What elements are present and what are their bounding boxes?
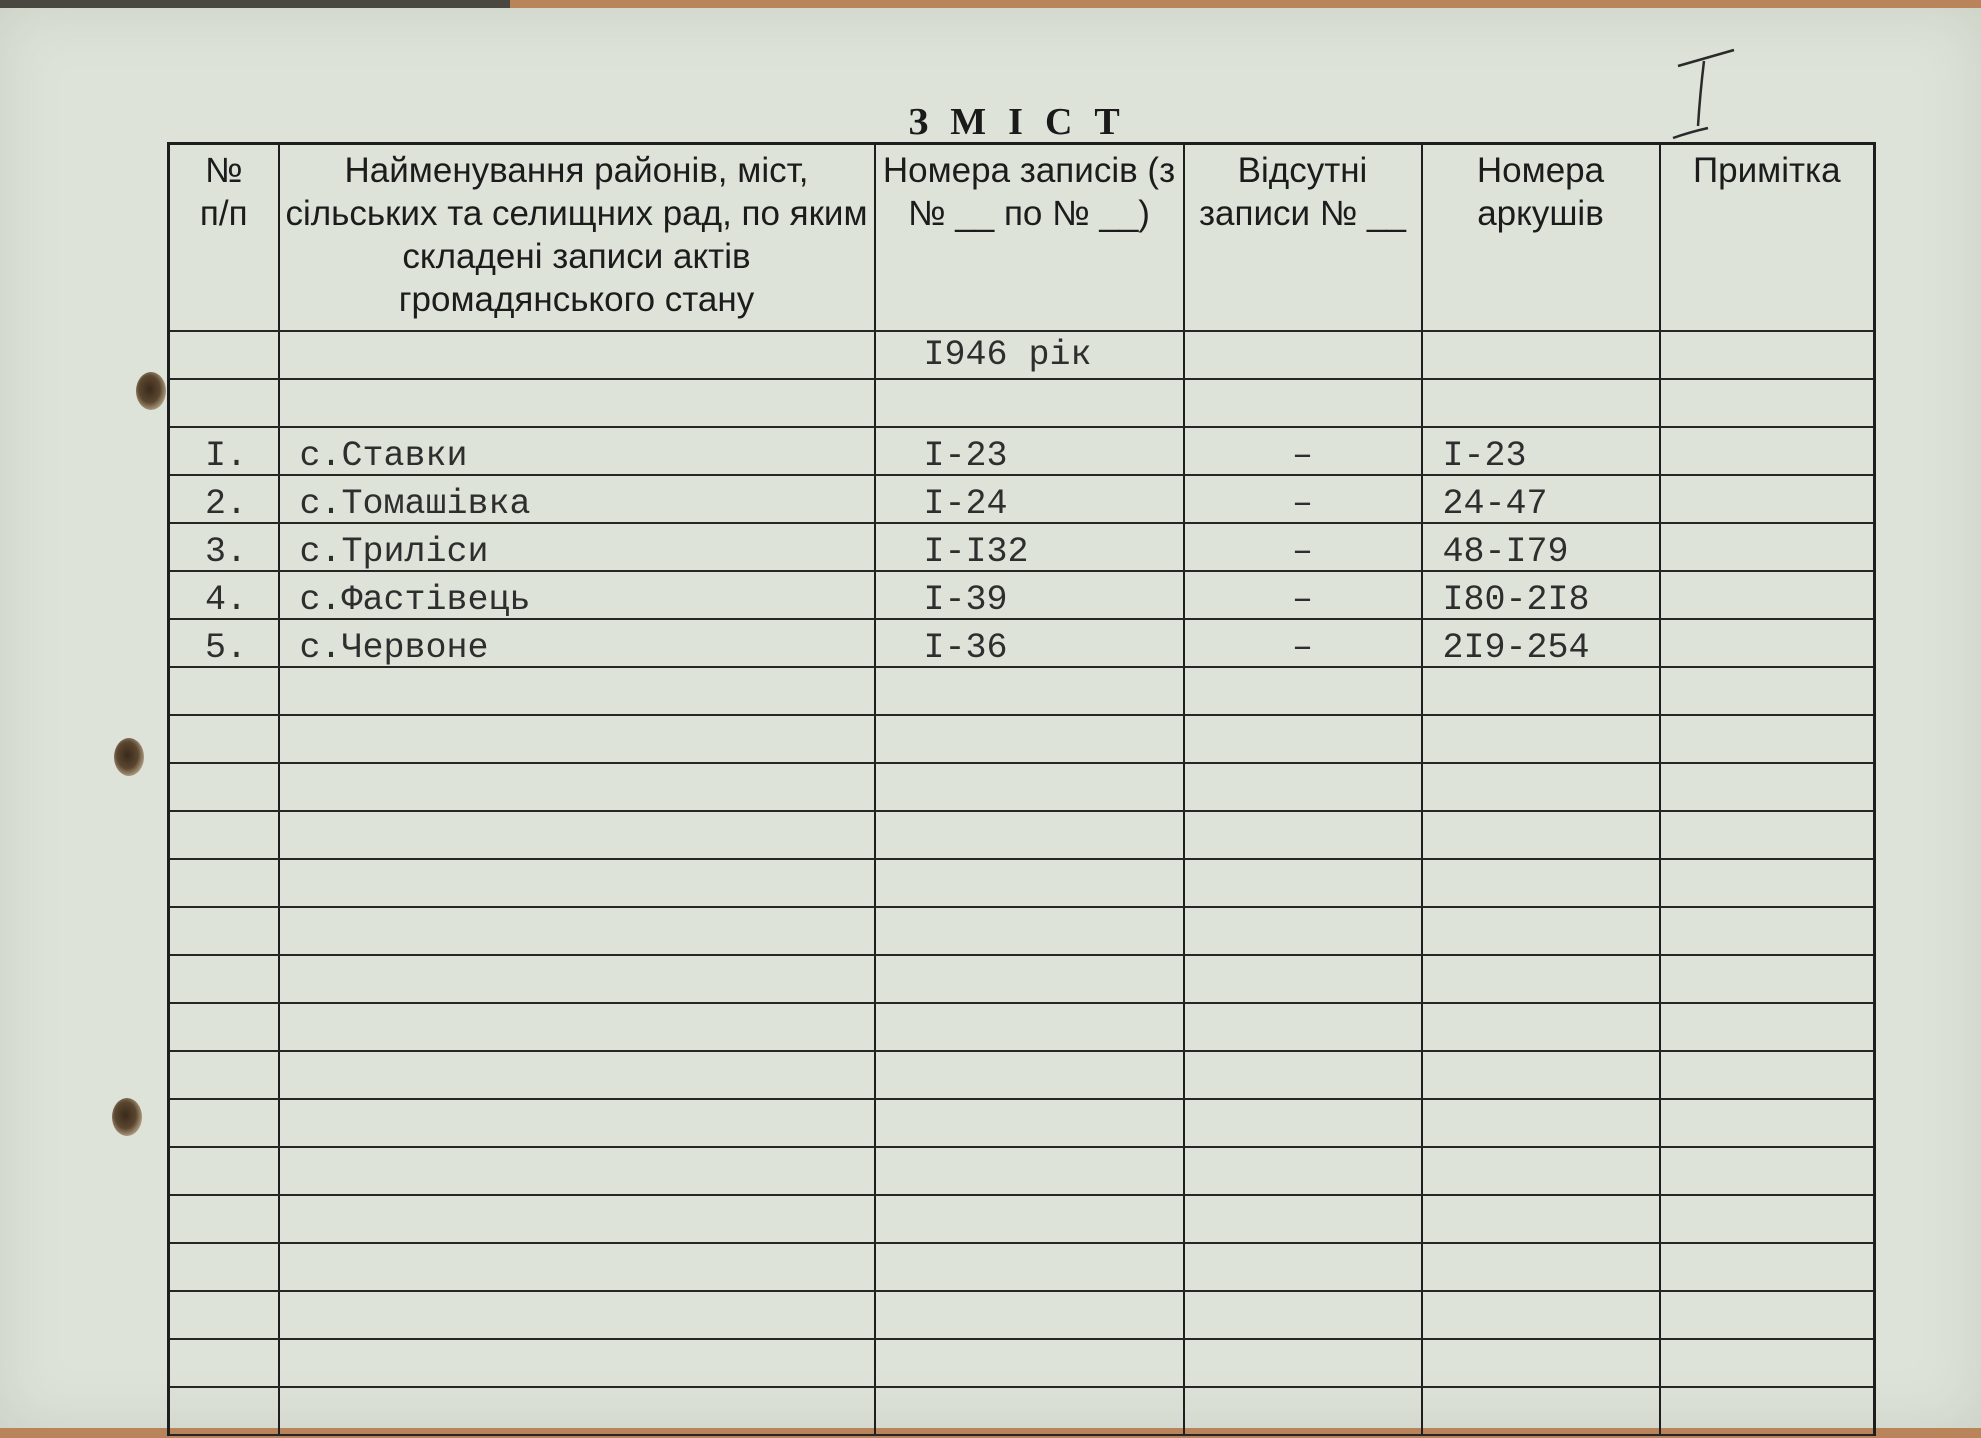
row-number: 2. bbox=[169, 475, 279, 523]
empty-row bbox=[169, 1195, 1875, 1243]
document-title: ЗМІСТ bbox=[908, 101, 1142, 143]
empty-row bbox=[169, 907, 1875, 955]
record-numbers: I-39 bbox=[875, 571, 1184, 619]
record-numbers: I-36 bbox=[875, 619, 1184, 667]
council-name: с.Томашівка bbox=[279, 475, 875, 523]
sheet-numbers: 48-I79 bbox=[1422, 523, 1660, 571]
punch-hole bbox=[114, 738, 144, 776]
header-sheet-numbers: Номера аркушів bbox=[1422, 144, 1660, 331]
row-number: 5. bbox=[169, 619, 279, 667]
punch-hole bbox=[136, 372, 166, 410]
header-record-numbers: Номера записів (з № __ по № __) bbox=[875, 144, 1184, 331]
table-row bbox=[169, 619, 1875, 667]
empty-row bbox=[169, 1099, 1875, 1147]
sheet-numbers: I80-2I8 bbox=[1422, 571, 1660, 619]
missing-records: – bbox=[1184, 475, 1422, 523]
punch-hole bbox=[112, 1098, 142, 1136]
empty-row bbox=[169, 1339, 1875, 1387]
header-missing-records: Відсутні записи № __ bbox=[1184, 144, 1422, 331]
sheet-numbers: 24-47 bbox=[1422, 475, 1660, 523]
record-numbers: I-24 bbox=[875, 475, 1184, 523]
table-row bbox=[169, 427, 1875, 475]
table-row bbox=[169, 475, 1875, 523]
empty-row bbox=[169, 1243, 1875, 1291]
empty-row bbox=[169, 1291, 1875, 1339]
note bbox=[1660, 571, 1875, 619]
council-name: с.Фастівець bbox=[279, 571, 875, 619]
empty-row bbox=[169, 811, 1875, 859]
empty-row bbox=[169, 715, 1875, 763]
table-row bbox=[169, 523, 1875, 571]
row-number: 4. bbox=[169, 571, 279, 619]
note bbox=[1660, 523, 1875, 571]
year-row bbox=[169, 331, 1875, 379]
council-name: с.Триліси bbox=[279, 523, 875, 571]
empty-row bbox=[169, 763, 1875, 811]
sheet-numbers: 2I9-254 bbox=[1422, 619, 1660, 667]
council-name: с.Червоне bbox=[279, 619, 875, 667]
empty-row bbox=[169, 1147, 1875, 1195]
missing-records: – bbox=[1184, 427, 1422, 475]
empty-row bbox=[169, 1051, 1875, 1099]
empty-row bbox=[169, 379, 1875, 427]
table-row bbox=[169, 571, 1875, 619]
header-note: Примітка bbox=[1660, 144, 1875, 331]
header-row bbox=[169, 144, 1875, 331]
note bbox=[1660, 619, 1875, 667]
row-number: 3. bbox=[169, 523, 279, 571]
sheet-numbers: I-23 bbox=[1422, 427, 1660, 475]
missing-records: – bbox=[1184, 619, 1422, 667]
year-label: I946 рік bbox=[875, 331, 1184, 379]
missing-records: – bbox=[1184, 523, 1422, 571]
empty-row bbox=[169, 955, 1875, 1003]
note bbox=[1660, 475, 1875, 523]
record-numbers: I-I32 bbox=[875, 523, 1184, 571]
empty-row bbox=[169, 1387, 1875, 1435]
header-name: Найменування районів, міст, сільських та селищних рад, по яким складені записи актів громадянського стану bbox=[279, 144, 875, 331]
missing-records: – bbox=[1184, 571, 1422, 619]
note bbox=[1660, 427, 1875, 475]
empty-row bbox=[169, 667, 1875, 715]
empty-row bbox=[169, 1003, 1875, 1051]
row-number: I. bbox=[169, 427, 279, 475]
record-numbers: I-23 bbox=[875, 427, 1184, 475]
header-number: № п/п bbox=[169, 144, 279, 331]
contents-table bbox=[167, 142, 1876, 1436]
council-name: с.Ставки bbox=[279, 427, 875, 475]
empty-row bbox=[169, 859, 1875, 907]
